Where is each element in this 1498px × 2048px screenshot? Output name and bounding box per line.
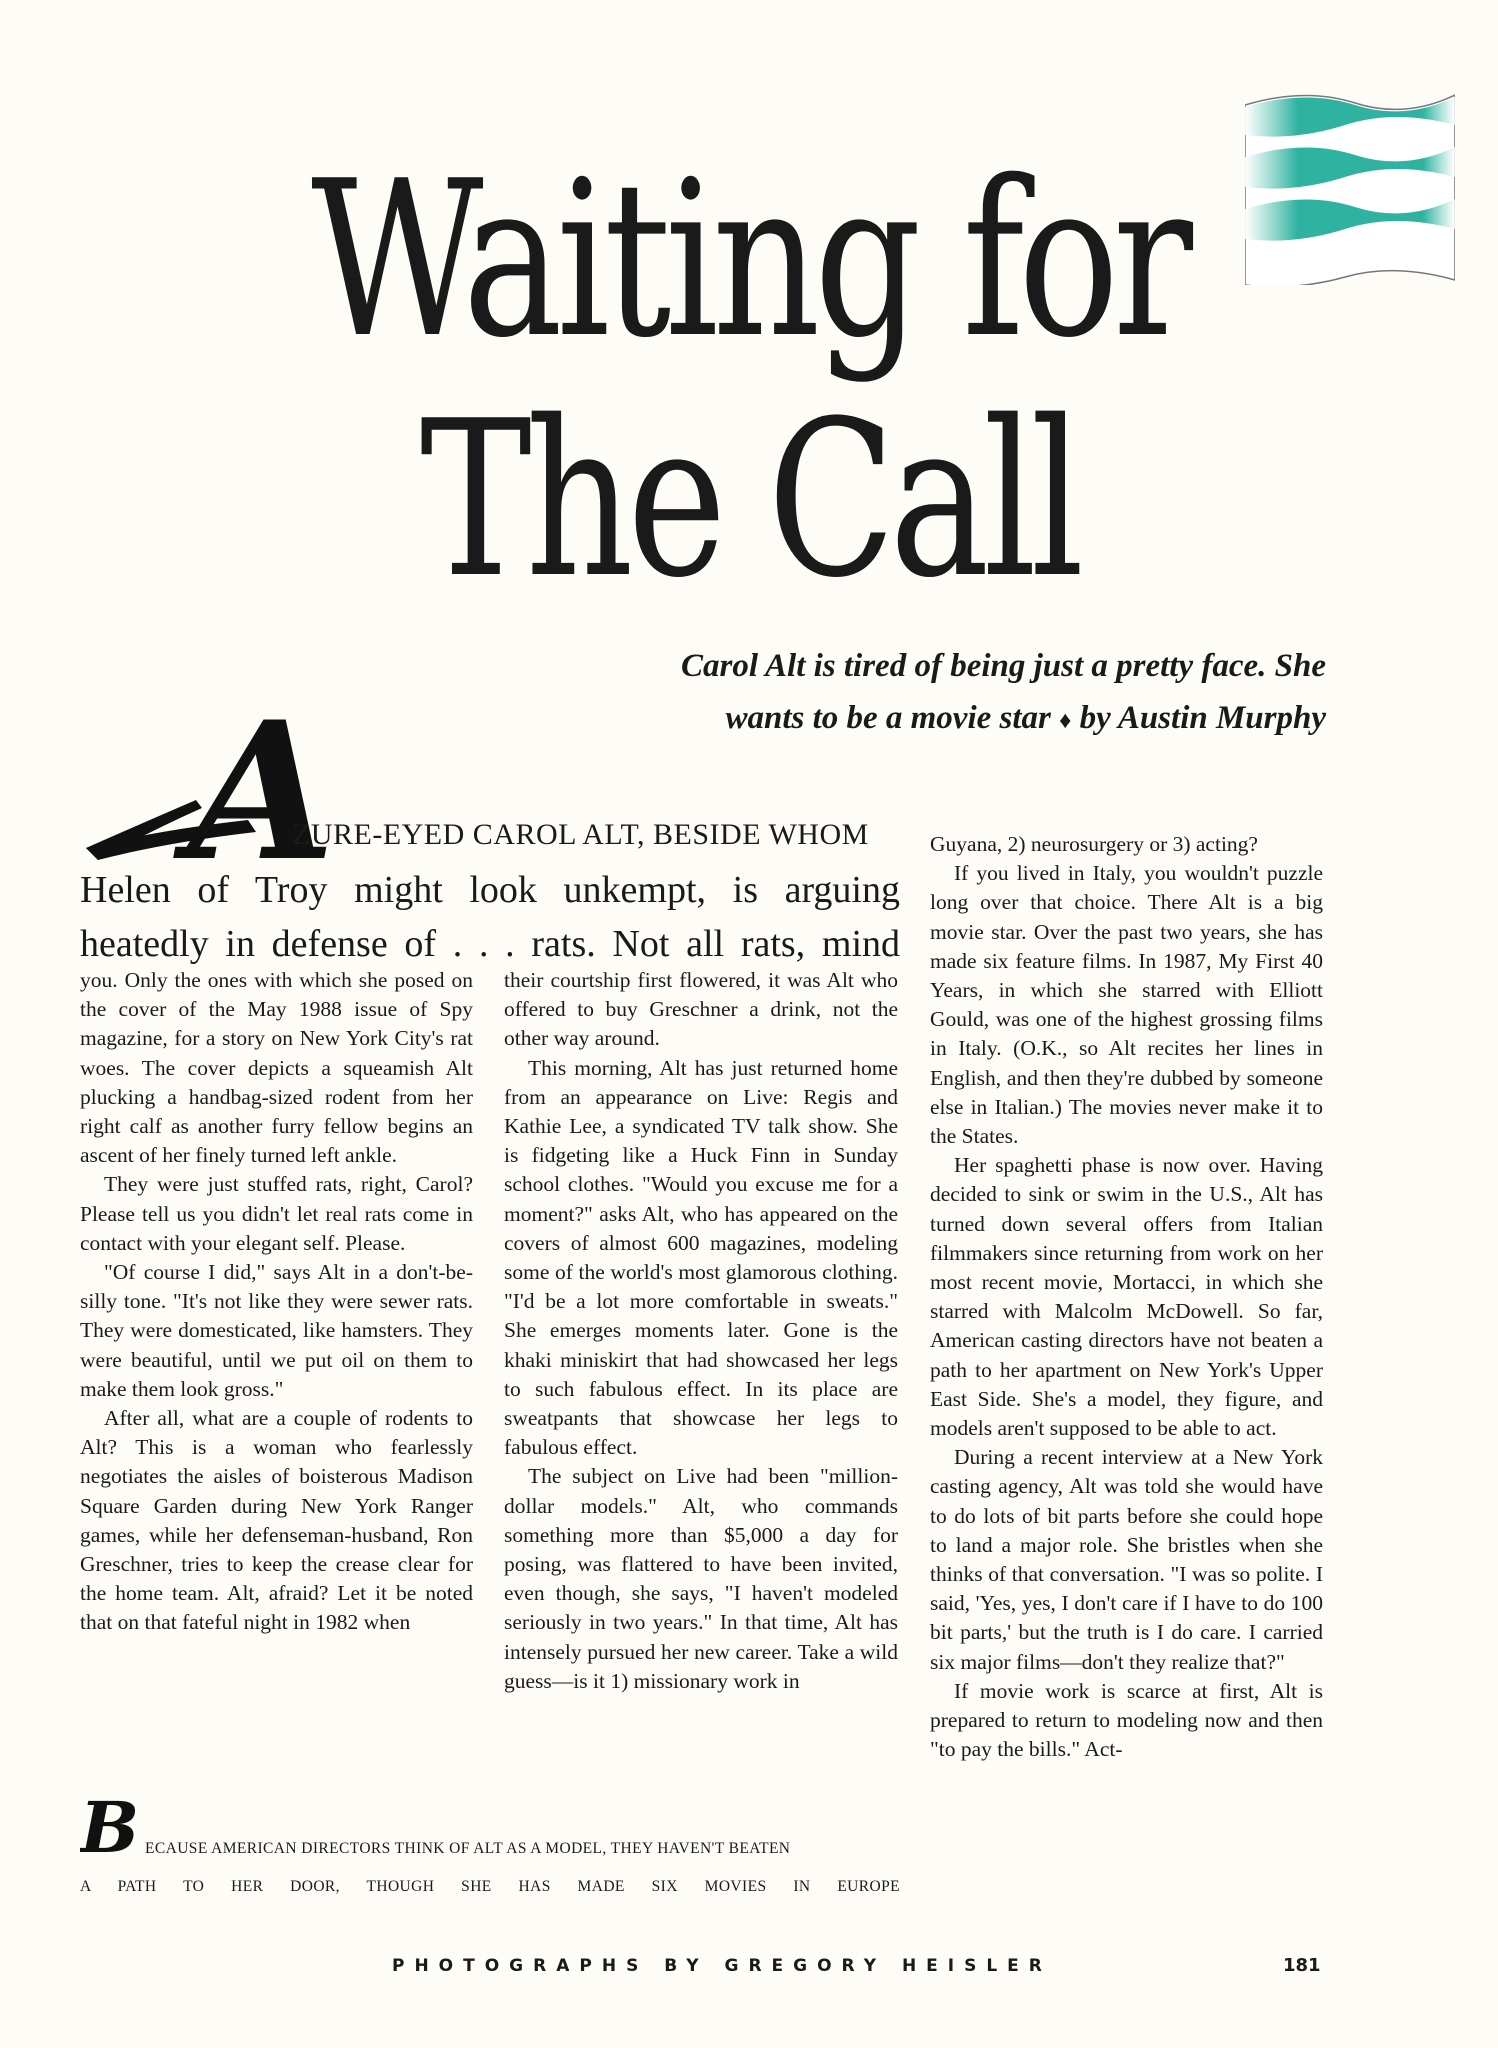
wave-flag-icon [1245,85,1455,285]
paragraph: During a recent interview at a New York casting agency, Alt was told she would have to do lots of bit parts before she could hope to land a major role. She bristles when she thinks of that conversation. "I was so polite. I said, 'Yes, yes, I don't care if I have to do 100 bit parts,' but the truth is I do care. I carried six major films—don't they realize that?" [930,1445,1323,1674]
paragraph: If you lived in Italy, you wouldn't puzzle long over that choice. There Alt is a big movie star. Over the past two years, she has made six feature films. In 1987, My First 40 Years, in which she starred with Elliott Gould, was one of the highest grossing films in Italy. (O.K., so Alt recites her lines in English, and then they're dubbed by someone else in Italian.) The movies never make it to the States. [930,861,1323,1149]
dek-tagline: wants to be a movie star [725,700,1051,736]
lead-line-3: heatedly in defense of . . . rats. Not all rats, mind [80,923,900,965]
lead-line-1: ZURE-EYED CAROL ALT, BESIDE WHOM [292,818,869,851]
paragraph: The subject on Live had been "million-dollar models." Alt, who commands something more than $5,000 a day for posing, was flattered to have been invited, even though, she says, "I haven't modeled seriously in two years." In that time, Alt has intensely pursued her new career. Take a wild guess—is it 1) missionary work in [504,1464,898,1693]
drop-cap-letter-b: B [80,1790,140,1860]
diamond-separator: ♦ [1059,708,1072,734]
dek [566,640,1326,747]
paragraph: If movie work is scarce at first, Alt is prepared to return to modeling now and then "to pay the bills." Act- [930,1678,1323,1762]
lead-line-2: Helen of Troy might look unkempt, is arguing [80,869,900,911]
body-column-2 [504,966,898,1696]
paragraph: This morning, Alt has just returned home from an appearance on Live: Regis and Kathie Lee, a syndicated TV talk show. She is fidgeting like a Huck Finn in Sunday school clothes. "Would you excuse me for a moment?" asks Alt, who has appeared on the covers of almost 600 magazines, modeling some of the world's most glamorous clothing. "I'd be a lot more comfortable in sweats." She emerges moments later. Gone is the khaki miniskirt that had showcased her legs to such fabulous effect. In its place are sweatpants that showcase her legs to fabulous effect. [504,1055,898,1460]
byline: by Austin Murphy [1079,700,1326,736]
page-number: 181 [1283,1955,1321,1976]
headline-line-2: The Call [419,374,1079,625]
drop-cap-letter-a: A [188,680,336,880]
paragraph: Guyana, 2) neurosurgery or 3) acting? [930,832,1258,856]
paragraph: After all, what are a couple of rodents to Alt? This is a woman who fearlessly negotiates the aisles of boisterous Madison Square Garden during New York Ranger games, while her defenseman-husband, Ron Greschner, tries to keep the crease clear for the home team. Alt, afraid? Let it be noted that on that fateful night in 1982 when [80,1406,473,1635]
pull-quote-line-2: A PATH TO HER DOOR, THOUGH SHE HAS MADE SIX MOVIES IN EUROPE [80,1878,900,1895]
pull-quote-line-1: ECAUSE AMERICAN DIRECTORS THINK OF ALT AS A MODEL, THEY HAVEN'T BEATEN [145,1840,791,1857]
drop-cap-b [80,1790,144,1860]
body-column-3 [930,830,1323,1765]
paragraph: you. Only the ones with which she posed on the cover of the May 1988 issue of Spy magazine, for a story on New York City's rat woes. The cover depicts a squeamish Alt plucking a handbag-sized rodent from her right calf as another furry fellow begins an ascent of her finely turned left ankle. [80,968,473,1168]
dek-line-1: Carol Alt is tired of being just a pretty face. She [680,648,1326,684]
dek-line-2 [566,692,1326,747]
headline-line-1: Waiting for [311,134,1187,385]
paragraph: They were just stuffed rats, right, Carol? Please tell us you didn't let real rats come in contact with your elegant self. Please. [80,1172,473,1255]
headline [165,134,1333,625]
paragraph: "Of course I did," says Alt in a don't-be-silly tone. "It's not like they were sewer rats. They were domesticated, like hamsters. They were beautiful, until we put oil on them to make them look gross." [80,1260,473,1401]
paragraph: their courtship first flowered, it was Alt who offered to buy Greschner a drink, not the other way around. [504,968,898,1051]
body-column-1 [80,966,473,1638]
paragraph: Her spaghetti phase is now over. Having decided to sink or swim in the U.S., Alt has turned down several offers from Italian filmmakers since returning from work on her most recent movie, Mortacci, in which she starred with Malcolm McDowell. So far, American casting directors have not beaten a path to her apartment on New York's Upper East Side. She's a model, they figure, and models aren't supposed to be able to act. [930,1153,1323,1441]
photo-credit: PHOTOGRAPHS BY GREGORY HEISLER [392,1956,1052,1976]
